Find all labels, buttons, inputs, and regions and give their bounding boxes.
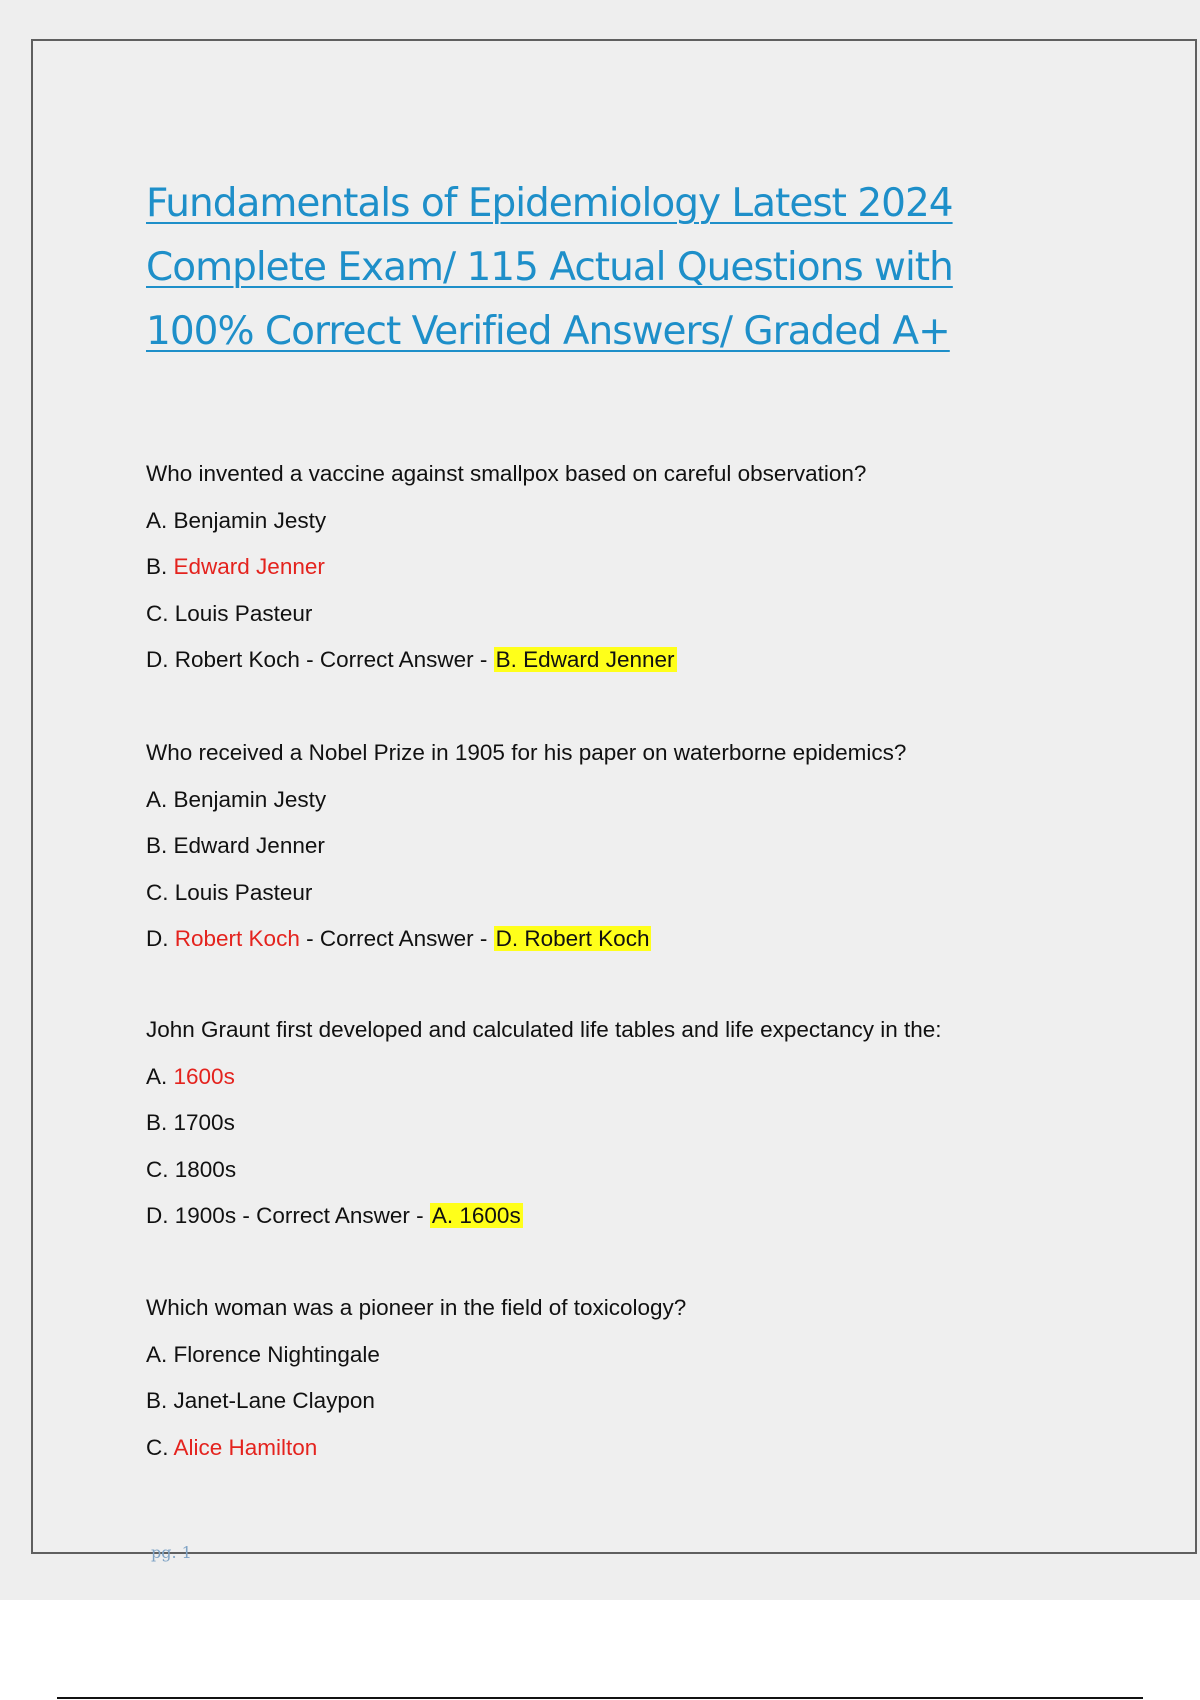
option-a [146,498,1146,545]
question-text: John Graunt first developed and calculated life tables and life expectancy in the: [146,1017,942,1042]
option-b [146,544,1146,591]
option-a [146,1332,1146,1379]
option-text-correct: Alice Hamilton [173,1434,318,1460]
option-prefix: A. [146,1063,174,1089]
answer-separator: - Correct Answer - [236,1203,430,1228]
option-prefix: D. [146,926,175,951]
question-text: Which woman was a pioneer in the field of toxicology? [146,1295,687,1320]
divider [57,1697,1143,1699]
option-prefix: A. [146,786,174,812]
option-prefix: A. [146,1341,174,1367]
question-text: Who invented a vaccine against smallpox based on careful observation? [146,461,867,486]
question-text: Who received a Nobel Prize in 1905 for his paper on waterborne epidemics? [146,740,907,765]
correct-answer-highlight: B. Edward Jenner [495,647,675,672]
page-number: pg. 1 [151,1543,192,1562]
option-text: Florence Nightingale [173,1341,380,1367]
option-b [146,1100,1146,1147]
question-block-4 [146,1285,1146,1471]
option-text: Louis Pasteur [174,600,313,626]
option-text: 1900s [174,1203,237,1228]
option-prefix: B. [146,1388,174,1413]
answer-separator: - Correct Answer - [299,926,494,951]
answer-separator: - Correct Answer - [299,647,494,672]
option-d [146,637,1146,684]
option-prefix: B. [146,554,174,579]
option-prefix: D. [146,1203,175,1228]
option-prefix: D. [146,647,175,672]
option-text-correct: Edward Jenner [173,554,325,579]
option-text: 1700s [173,1110,235,1135]
document-page [31,39,1197,1562]
option-prefix: C. [146,879,175,905]
title-line: Complete Exam/ 115 Actual Questions with [146,245,953,290]
option-text: Louis Pasteur [174,879,313,905]
option-a [146,1054,1146,1101]
title-line: 100% Correct Verified Answers/ Graded A+ [146,309,950,354]
document-title [146,172,1046,364]
option-c [146,870,1146,917]
option-text: Benjamin Jesty [173,786,327,812]
option-prefix: C. [146,1434,174,1460]
option-text: Robert Koch [174,647,300,672]
option-text: Edward Jenner [173,833,325,858]
option-prefix: B. [146,833,174,858]
question-block-2 [146,730,1146,963]
option-prefix: A. [146,507,174,533]
correct-answer-highlight: D. Robert Koch [495,926,650,951]
option-text: Benjamin Jesty [173,507,327,533]
option-c [146,591,1146,638]
question-block-1 [146,451,1146,684]
title-line: Fundamentals of Epidemiology Latest 2024 [146,181,953,226]
option-text: 1800s [174,1156,237,1182]
option-b [146,823,1146,870]
option-d [146,916,1146,963]
option-b [146,1378,1146,1425]
option-a [146,777,1146,824]
option-d [146,1193,1146,1240]
option-c [146,1147,1146,1194]
option-prefix: B. [146,1110,174,1135]
option-prefix: C. [146,600,175,626]
option-c [146,1425,1146,1472]
option-prefix: C. [146,1156,175,1182]
option-text-correct: 1600s [173,1063,235,1089]
option-text-correct: Robert Koch [174,926,300,951]
option-text: Janet-Lane Claypon [173,1388,375,1413]
question-block-3 [146,1007,1146,1240]
correct-answer-highlight: A. 1600s [431,1203,521,1228]
